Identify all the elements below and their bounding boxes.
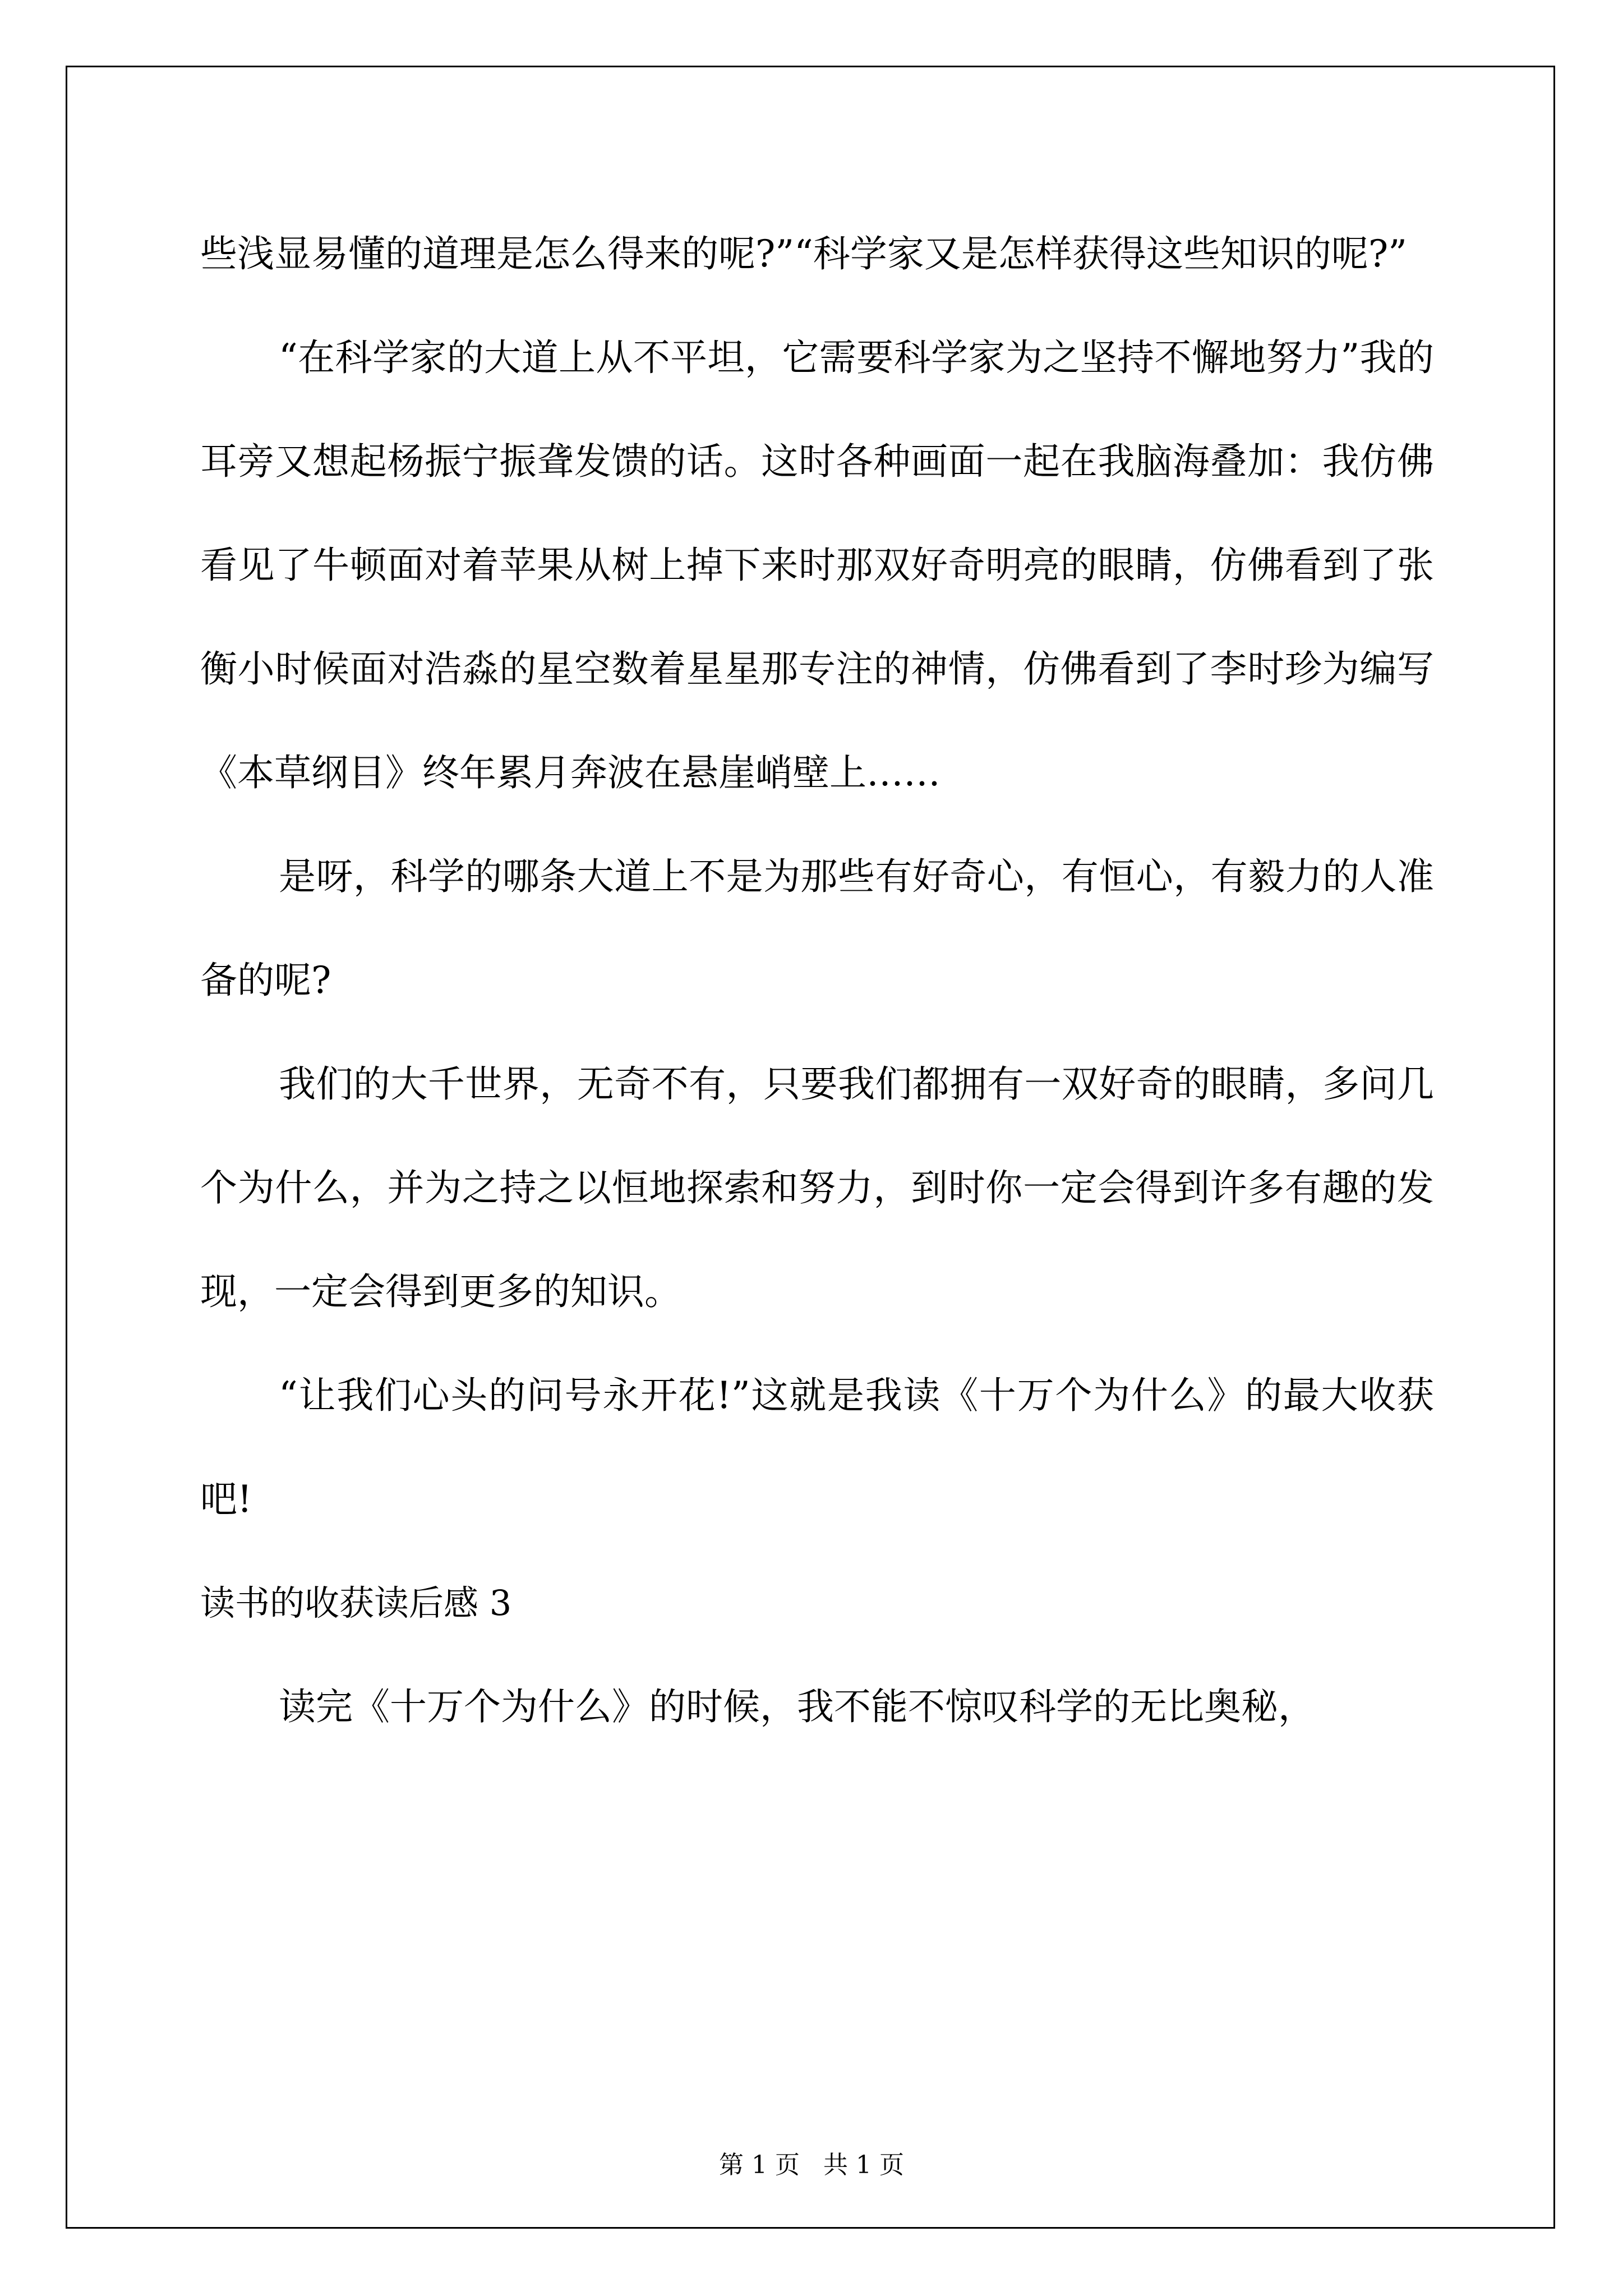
paragraph: 是呀，科学的哪条大道上不是为那些有好奇心，有恒心，有毅力的人准备的呢? (200, 855, 1434, 1002)
paragraph-continued: 些浅显易懂的道理是怎么得来的呢?”“科学家又是怎样获得这些知识的呢?” (200, 232, 1407, 275)
paragraph: “在科学家的大道上从不平坦，它需要科学家为之坚持不懈地努力”我的耳旁又想起杨振宁振聋发馈的话。这时各种画面一起在我脑海叠加：我仿佛看见了牛顿面对着苹果从树上掉下来时那双好奇明亮的眼睛，仿佛看到了张衡小时候面对浩淼的星空数着星星那专注的神情，仿佛看到了李时珍为编写《本草纲目》终年累月奔波在悬崖峭壁上…… (200, 336, 1434, 794)
document-body (200, 202, 1434, 1759)
paragraph: 我们的大千世界，无奇不有，只要我们都拥有一双好奇的眼睛，多问几个为什么，并为之持之以恒地探索和努力，到时你一定会得到许多有趣的发现，一定会得到更多的知识。 (200, 1062, 1434, 1313)
page-footer: 第 1 页 共 1 页 (719, 2151, 904, 2179)
paragraph: 读完《十万个为什么》的时候，我不能不惊叹科学的无比奥秘， (279, 1685, 1315, 1728)
section-heading: 读书的收获读后感 3 (200, 1582, 512, 1623)
paragraph: “让我们心头的问号永开花!”这就是我读《十万个为什么》的最大收获吧! (200, 1374, 1434, 1521)
